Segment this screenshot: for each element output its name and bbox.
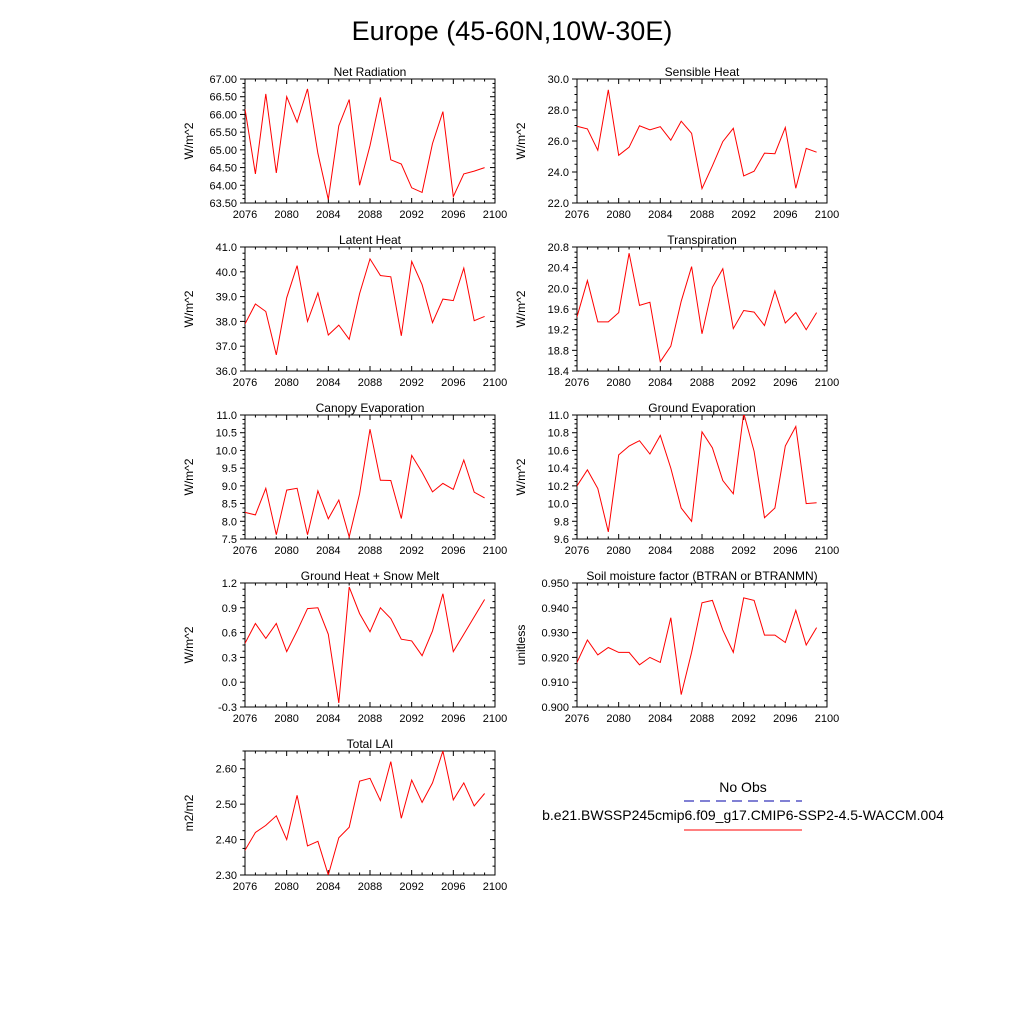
- chart-canopy-evaporation-ytick-label: 8.5: [221, 498, 237, 511]
- chart-soil-moisture-factor-btran-or-btranmn-ytick-label: 0.920: [541, 652, 569, 665]
- chart-transpiration-xtick-label: 2076: [564, 377, 590, 389]
- chart-ground-heat-snow-melt-xtick-label: 2088: [357, 713, 383, 725]
- chart-net-radiation-ytick-label: 64.50: [209, 162, 237, 175]
- chart-sensible-heat-xtick-label: 2096: [773, 209, 798, 221]
- chart-transpiration-ytick-label: 18.8: [547, 345, 569, 358]
- chart-transpiration-ytick-label: 19.6: [547, 304, 569, 316]
- chart-latent-heat: [182, 233, 507, 389]
- chart-canopy-evaporation-ytick-label: 10.5: [215, 427, 237, 440]
- chart-total-lai-ytick-label: 2.30: [215, 870, 237, 882]
- chart-transpiration-frame: [577, 247, 827, 371]
- chart-sensible-heat-ytick-label: 24.0: [547, 167, 569, 179]
- chart-soil-moisture-factor-btran-or-btranmn-xtick-label: 2076: [564, 713, 590, 725]
- chart-total-lai-xtick-label: 2088: [357, 881, 383, 893]
- chart-canopy-evaporation: [182, 401, 507, 557]
- chart-net-radiation-xtick-label: 2084: [316, 209, 341, 221]
- chart-soil-moisture-factor-btran-or-btranmn-xtick-label: 2092: [731, 713, 756, 725]
- chart-latent-heat-frame: [245, 247, 495, 371]
- chart-total-lai-ytick-label: 2.60: [215, 763, 237, 776]
- chart-latent-heat-ytick-label: 37.0: [215, 341, 237, 354]
- chart-soil-moisture-factor-btran-or-btranmn-xtick-label: 2100: [814, 713, 840, 725]
- chart-canopy-evaporation-xtick-label: 2100: [482, 545, 508, 557]
- chart-net-radiation-title: Net Radiation: [333, 65, 407, 79]
- chart-soil-moisture-factor-btran-or-btranmn: [514, 569, 839, 725]
- chart-ground-evaporation-title: Ground Evaporation: [648, 401, 756, 415]
- legend: [542, 779, 944, 830]
- chart-net-radiation-ytick-label: 66.50: [209, 91, 237, 104]
- chart-total-lai-xtick-label: 2084: [316, 881, 341, 893]
- chart-sensible-heat-ytick-label: 26.0: [547, 136, 569, 148]
- chart-net-radiation-ytick-label: 65.50: [209, 127, 237, 140]
- chart-canopy-evaporation-ytick-label: 8.0: [221, 516, 237, 529]
- chart-latent-heat-ytick-label: 39.0: [215, 291, 237, 304]
- chart-soil-moisture-factor-btran-or-btranmn-ytick-label: 0.950: [541, 578, 569, 590]
- chart-ground-heat-snow-melt-title: Ground Heat + Snow Melt: [300, 569, 440, 583]
- chart-ground-heat-snow-melt: [182, 569, 507, 725]
- chart-transpiration: [514, 233, 839, 389]
- chart-canopy-evaporation-series-line: [235, 429, 485, 537]
- chart-ground-heat-snow-melt-xtick-label: 2092: [399, 713, 424, 725]
- chart-canopy-evaporation-xtick-label: 2076: [232, 545, 258, 557]
- chart-canopy-evaporation-ytick-label: 9.5: [221, 463, 237, 476]
- chart-transpiration-xtick-label: 2084: [648, 377, 673, 389]
- chart-ground-evaporation-ytick-label: 9.8: [553, 516, 569, 529]
- chart-ground-heat-snow-melt-ytick-label: 0.6: [221, 627, 237, 640]
- legend-obs-label: No Obs: [719, 779, 767, 795]
- chart-transpiration-xtick-label: 2092: [731, 377, 756, 389]
- chart-canopy-evaporation-ylabel: W/m^2: [182, 458, 196, 496]
- panels-container: [182, 65, 839, 893]
- chart-canopy-evaporation-xtick-label: 2096: [441, 545, 466, 557]
- chart-latent-heat-xtick-label: 2080: [274, 377, 299, 389]
- chart-latent-heat-xtick-label: 2076: [232, 377, 258, 389]
- chart-ground-evaporation-ylabel: W/m^2: [514, 458, 528, 496]
- chart-total-lai: [182, 737, 507, 893]
- chart-soil-moisture-factor-btran-or-btranmn-title: Soil moisture factor (BTRAN or BTRANMN): [586, 569, 818, 583]
- chart-net-radiation-ytick-label: 66.00: [209, 109, 237, 122]
- chart-transpiration-xtick-label: 2088: [689, 377, 715, 389]
- chart-transpiration-ylabel: W/m^2: [514, 290, 528, 328]
- chart-canopy-evaporation-xtick-label: 2088: [357, 545, 383, 557]
- chart-ground-heat-snow-melt-xtick-label: 2080: [274, 713, 299, 725]
- chart-transpiration-xtick-label: 2100: [814, 377, 840, 389]
- chart-ground-evaporation-xtick-label: 2100: [814, 545, 840, 557]
- chart-canopy-evaporation-xtick-label: 2092: [399, 545, 424, 557]
- chart-sensible-heat: [514, 65, 839, 221]
- chart-net-radiation-series-line: [235, 89, 485, 200]
- chart-canopy-evaporation-xtick-label: 2080: [274, 545, 299, 557]
- chart-latent-heat-xtick-label: 2100: [482, 377, 508, 389]
- chart-ground-evaporation-xtick-label: 2084: [648, 545, 673, 557]
- chart-sensible-heat-ylabel: W/m^2: [514, 122, 528, 160]
- chart-total-lai-xtick-label: 2076: [232, 881, 258, 893]
- chart-soil-moisture-factor-btran-or-btranmn-ytick-label: 0.930: [541, 627, 569, 640]
- chart-transpiration-series-line: [567, 253, 817, 362]
- chart-latent-heat-xtick-label: 2096: [441, 377, 466, 389]
- chart-sensible-heat-xtick-label: 2088: [689, 209, 715, 221]
- chart-sensible-heat-series-line: [567, 90, 817, 189]
- chart-ground-evaporation-xtick-label: 2092: [731, 545, 756, 557]
- chart-sensible-heat-xtick-label: 2084: [648, 209, 673, 221]
- chart-net-radiation-xtick-label: 2096: [441, 209, 466, 221]
- chart-canopy-evaporation-ytick-label: 9.0: [221, 480, 237, 493]
- chart-ground-evaporation-ytick-label: 10.8: [547, 427, 569, 440]
- chart-sensible-heat-frame: [577, 79, 827, 203]
- chart-latent-heat-xtick-label: 2088: [357, 377, 383, 389]
- chart-total-lai-ylabel: m2/m2: [182, 794, 196, 832]
- chart-sensible-heat-xtick-label: 2080: [606, 209, 631, 221]
- chart-net-radiation-xtick-label: 2076: [232, 209, 258, 221]
- chart-ground-heat-snow-melt-ytick-label: 0.9: [221, 602, 237, 615]
- chart-total-lai-ytick-label: 2.40: [215, 834, 237, 847]
- chart-net-radiation-xtick-label: 2080: [274, 209, 299, 221]
- chart-transpiration-xtick-label: 2096: [773, 377, 798, 389]
- chart-net-radiation-ytick-label: 63.50: [209, 198, 237, 210]
- chart-ground-evaporation-xtick-label: 2088: [689, 545, 715, 557]
- chart-sensible-heat-xtick-label: 2100: [814, 209, 840, 221]
- chart-soil-moisture-factor-btran-or-btranmn-ytick-label: 0.900: [541, 702, 569, 714]
- chart-soil-moisture-factor-btran-or-btranmn-ytick-label: 0.940: [541, 602, 569, 615]
- chart-total-lai-xtick-label: 2080: [274, 881, 299, 893]
- chart-net-radiation: [182, 65, 507, 221]
- chart-ground-evaporation-series-line: [567, 413, 817, 532]
- chart-soil-moisture-factor-btran-or-btranmn-frame: [577, 583, 827, 707]
- chart-ground-heat-snow-melt-xtick-label: 2100: [482, 713, 508, 725]
- chart-latent-heat-series-line: [235, 259, 485, 355]
- chart-latent-heat-xtick-label: 2084: [316, 377, 341, 389]
- chart-transpiration-ytick-label: 19.2: [547, 324, 569, 337]
- chart-canopy-evaporation-ytick-label: 10.0: [215, 445, 237, 458]
- chart-soil-moisture-factor-btran-or-btranmn-xtick-label: 2088: [689, 713, 715, 725]
- chart-transpiration-xtick-label: 2080: [606, 377, 631, 389]
- chart-ground-heat-snow-melt-series-line: [235, 587, 485, 703]
- chart-latent-heat-ylabel: W/m^2: [182, 290, 196, 328]
- chart-sensible-heat-xtick-label: 2076: [564, 209, 590, 221]
- chart-sensible-heat-title: Sensible Heat: [664, 65, 740, 79]
- chart-sensible-heat-ytick-label: 22.0: [547, 198, 569, 210]
- chart-canopy-evaporation-ytick-label: 11.0: [216, 410, 237, 422]
- chart-transpiration-ytick-label: 20.8: [547, 242, 569, 254]
- chart-ground-heat-snow-melt-ytick-label: 0.0: [221, 677, 237, 690]
- chart-net-radiation-frame: [245, 79, 495, 203]
- chart-total-lai-xtick-label: 2096: [441, 881, 466, 893]
- chart-total-lai-ytick-label: 2.50: [215, 799, 237, 812]
- chart-canopy-evaporation-xtick-label: 2084: [316, 545, 341, 557]
- chart-ground-heat-snow-melt-xtick-label: 2096: [441, 713, 466, 725]
- chart-ground-evaporation-ytick-label: 11.0: [548, 410, 569, 422]
- chart-soil-moisture-factor-btran-or-btranmn-xtick-label: 2096: [773, 713, 798, 725]
- chart-sensible-heat-ytick-label: 28.0: [547, 105, 569, 117]
- chart-ground-heat-snow-melt-ytick-label: 1.2: [221, 578, 237, 590]
- chart-ground-evaporation-ytick-label: 10.4: [547, 463, 569, 476]
- chart-latent-heat-ytick-label: 41.0: [215, 242, 237, 254]
- chart-net-radiation-ytick-label: 64.00: [209, 180, 237, 193]
- chart-latent-heat-ytick-label: 40.0: [215, 266, 237, 279]
- chart-soil-moisture-factor-btran-or-btranmn-xtick-label: 2084: [648, 713, 673, 725]
- chart-sensible-heat-ytick-label: 30.0: [547, 74, 569, 86]
- chart-ground-heat-snow-melt-xtick-label: 2084: [316, 713, 341, 725]
- chart-ground-evaporation-ytick-label: 9.6: [553, 534, 569, 546]
- chart-ground-evaporation-xtick-label: 2096: [773, 545, 798, 557]
- chart-total-lai-title: Total LAI: [346, 737, 394, 751]
- legend-model-label: b.e21.BWSSP245cmip6.f09_g17.CMIP6-SSP2-4.5-WACCM.004: [542, 807, 944, 823]
- chart-canopy-evaporation-ytick-label: 7.5: [221, 534, 237, 546]
- chart-ground-evaporation-ytick-label: 10.0: [547, 498, 569, 511]
- chart-ground-heat-snow-melt-ylabel: W/m^2: [182, 626, 196, 664]
- chart-soil-moisture-factor-btran-or-btranmn-ytick-label: 0.910: [541, 677, 569, 690]
- chart-total-lai-series-line: [235, 751, 485, 875]
- chart-latent-heat-title: Latent Heat: [338, 233, 402, 247]
- chart-transpiration-ytick-label: 18.4: [547, 366, 569, 378]
- figure-title: Europe (45-60N,10W-30E): [351, 16, 673, 46]
- chart-soil-moisture-factor-btran-or-btranmn-ylabel: unitless: [514, 624, 528, 666]
- chart-ground-evaporation-ytick-label: 10.6: [547, 445, 569, 458]
- chart-ground-heat-snow-melt-ytick-label: -0.3: [218, 702, 237, 714]
- chart-net-radiation-ytick-label: 67.00: [209, 74, 237, 86]
- chart-net-radiation-xtick-label: 2092: [399, 209, 424, 221]
- chart-ground-evaporation: [514, 401, 839, 557]
- chart-transpiration-ytick-label: 20.0: [547, 283, 569, 296]
- chart-net-radiation-xtick-label: 2088: [357, 209, 383, 221]
- chart-transpiration-title: Transpiration: [667, 233, 737, 247]
- chart-sensible-heat-xtick-label: 2092: [731, 209, 756, 221]
- chart-ground-evaporation-ytick-label: 10.2: [547, 480, 569, 493]
- chart-soil-moisture-factor-btran-or-btranmn-xtick-label: 2080: [606, 713, 631, 725]
- chart-total-lai-xtick-label: 2100: [482, 881, 508, 893]
- chart-ground-heat-snow-melt-ytick-label: 0.3: [221, 652, 237, 665]
- chart-net-radiation-ylabel: W/m^2: [182, 122, 196, 160]
- chart-total-lai-xtick-label: 2092: [399, 881, 424, 893]
- chart-transpiration-ytick-label: 20.4: [547, 262, 569, 275]
- chart-latent-heat-ytick-label: 38.0: [215, 316, 237, 329]
- chart-ground-evaporation-xtick-label: 2076: [564, 545, 590, 557]
- chart-latent-heat-ytick-label: 36.0: [215, 366, 237, 378]
- chart-ground-heat-snow-melt-xtick-label: 2076: [232, 713, 258, 725]
- chart-net-radiation-ytick-label: 65.00: [209, 144, 237, 157]
- chart-ground-evaporation-xtick-label: 2080: [606, 545, 631, 557]
- chart-canopy-evaporation-title: Canopy Evaporation: [315, 401, 425, 415]
- chart-latent-heat-xtick-label: 2092: [399, 377, 424, 389]
- chart-total-lai-frame: [245, 751, 495, 875]
- chart-soil-moisture-factor-btran-or-btranmn-series-line: [567, 598, 817, 695]
- chart-net-radiation-xtick-label: 2100: [482, 209, 508, 221]
